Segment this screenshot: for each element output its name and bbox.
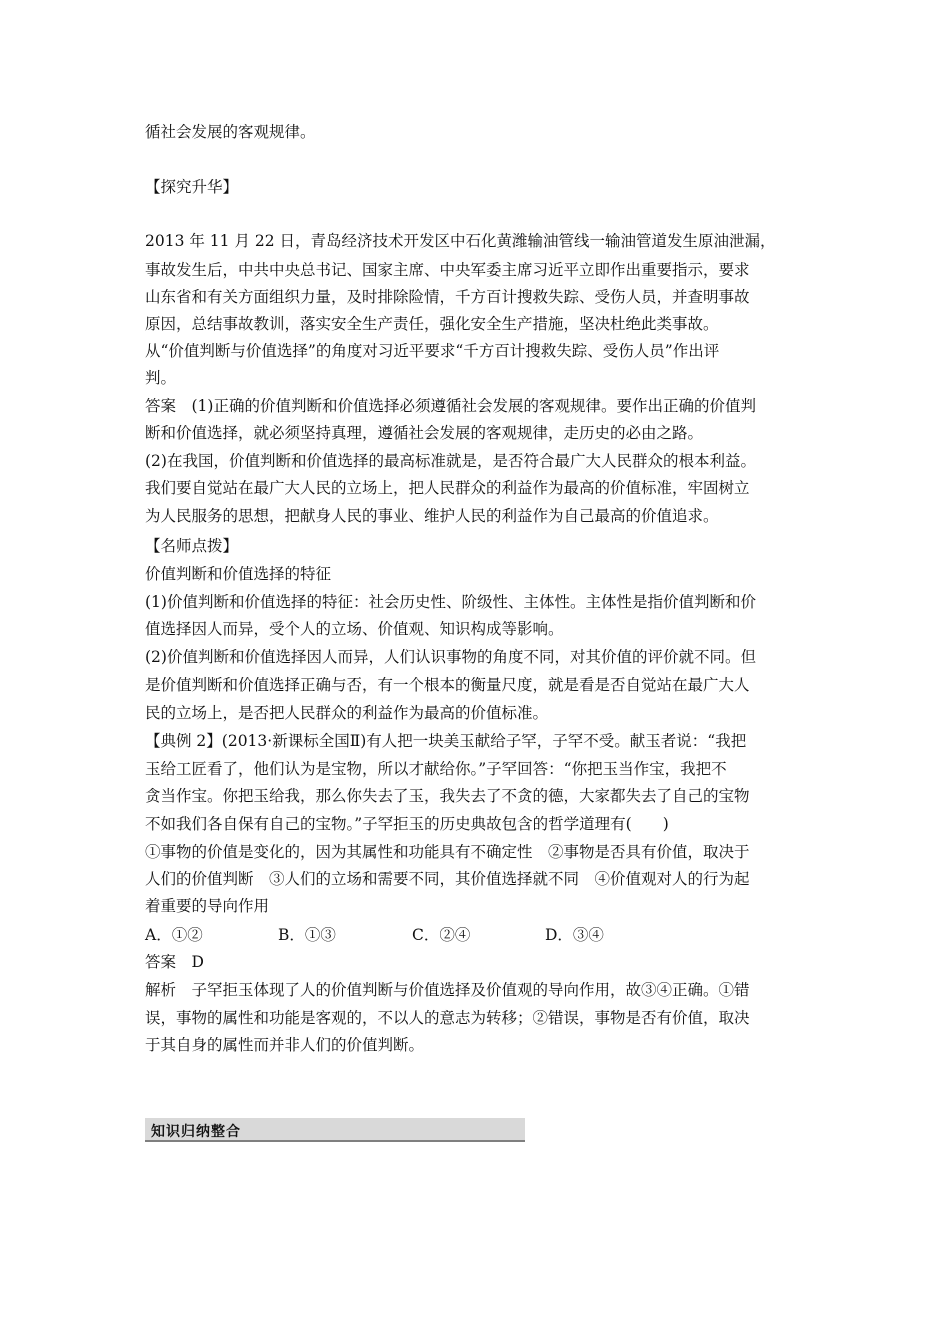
text-line: 山东省和有关方面组织力量，及时排除险情，千方百计搜救失踪、受伤人员，并查明事故 bbox=[145, 288, 750, 306]
option-b: B．①③ bbox=[278, 926, 336, 944]
text-line: 玉给工匠看了，他们认为是宝物，所以才献给你。”子罕回答：“你把玉当作宝，我把不 bbox=[145, 760, 727, 778]
text-line: 误，事物的属性和功能是客观的，不以人的意志为转移；②错误，事物是否有价值，取决 bbox=[145, 1009, 750, 1027]
section-title-teacher-tips: 【名师点拨】 bbox=[145, 537, 239, 555]
text-line: (2)价值判断和价值选择因人而异，人们认识事物的角度不同，对其价值的评价就不同。但 bbox=[145, 648, 756, 666]
text-line: 着重要的导向作用 bbox=[145, 897, 270, 915]
text-line: 人们的价值判断 ③人们的立场和需要不同，其价值选择就不同 ④价值观对人的行为起 bbox=[145, 870, 750, 888]
example-title-line: 【典例 2】(2013·新课标全国Ⅱ)有人把一块美玉献给子罕，子罕不受。献玉者说：“我把 bbox=[145, 732, 747, 750]
section-title-explore: 【探究升华】 bbox=[145, 178, 239, 196]
text-line: 2013 年 11 月 22 日，青岛经济技术开发区中石化黄潍输油管线一输油管道发生原油泄漏， bbox=[145, 232, 776, 250]
text-line: 循社会发展的客观规律。 bbox=[145, 123, 316, 141]
analysis-line: 解析 子罕拒玉体现了人的价值判断与价值选择及价值观的导向作用，故③④正确。①错 bbox=[145, 981, 750, 999]
text-line: 值选择因人而异，受个人的立场、价值观、知识构成等影响。 bbox=[145, 620, 564, 638]
text-line: 民的立场上，是否把人民群众的利益作为最高的价值标准。 bbox=[145, 704, 549, 722]
text-line: 断和价值选择，就必须坚持真理，遵循社会发展的客观规律，走历史的必由之路。 bbox=[145, 424, 704, 442]
text-line: 价值判断和价值选择的特征 bbox=[145, 565, 332, 583]
answer-line: 答案 (1)正确的价值判断和价值选择必须遵循社会发展的客观规律。要作出正确的价值判 bbox=[145, 397, 756, 415]
text-line: 原因，总结事故教训，落实安全生产责任，强化安全生产措施，坚决杜绝此类事故。 bbox=[145, 315, 719, 333]
text-line: (1)价值判断和价值选择的特征：社会历史性、阶级性、主体性。主体性是指价值判断和价 bbox=[145, 593, 756, 611]
text-line: 不如我们各自保有自己的宝物。”子罕拒玉的历史典故包含的哲学道理有( ) bbox=[145, 815, 669, 833]
text-line: ①事物的价值是变化的，因为其属性和功能具有不确定性 ②事物是否具有价值，取决于 bbox=[145, 843, 750, 861]
option-d: D．③④ bbox=[545, 926, 604, 944]
text-line: 事故发生后，中共中央总书记、国家主席、中央军委主席习近平立即作出重要指示，要求 bbox=[145, 261, 750, 279]
text-line: 是价值判断和价值选择正确与否，有一个根本的衡量尺度，就是看是否自觉站在最广大人 bbox=[145, 676, 750, 694]
text-line: 判。 bbox=[145, 369, 177, 387]
section-heading: 知识归纳整合 bbox=[151, 1124, 241, 1140]
text-line: 贪当作宝。你把玉给我，那么你失去了玉，我失去了不贪的德，大家都失去了自己的宝物 bbox=[145, 787, 750, 805]
option-c: C．②④ bbox=[412, 926, 471, 944]
answer-line: 答案 D bbox=[145, 953, 204, 971]
text-line: 为人民服务的思想，把献身人民的事业、维护人民的利益作为自己最高的价值追求。 bbox=[145, 507, 719, 525]
text-line: 从“价值判断与价值选择”的角度对习近平要求“千方百计搜救失踪、受伤人员”作出评 bbox=[145, 342, 720, 360]
option-a: A．①② bbox=[145, 926, 203, 944]
text-line: 我们要自觉站在最广大人民的立场上，把人民群众的利益作为最高的价值标准，牢固树立 bbox=[145, 479, 750, 497]
section-heading-bar bbox=[145, 1118, 525, 1142]
text-line: (2)在我国，价值判断和价值选择的最高标准就是，是否符合最广大人民群众的根本利益。 bbox=[145, 452, 756, 470]
text-line: 于其自身的属性而并非人们的价值判断。 bbox=[145, 1036, 425, 1054]
